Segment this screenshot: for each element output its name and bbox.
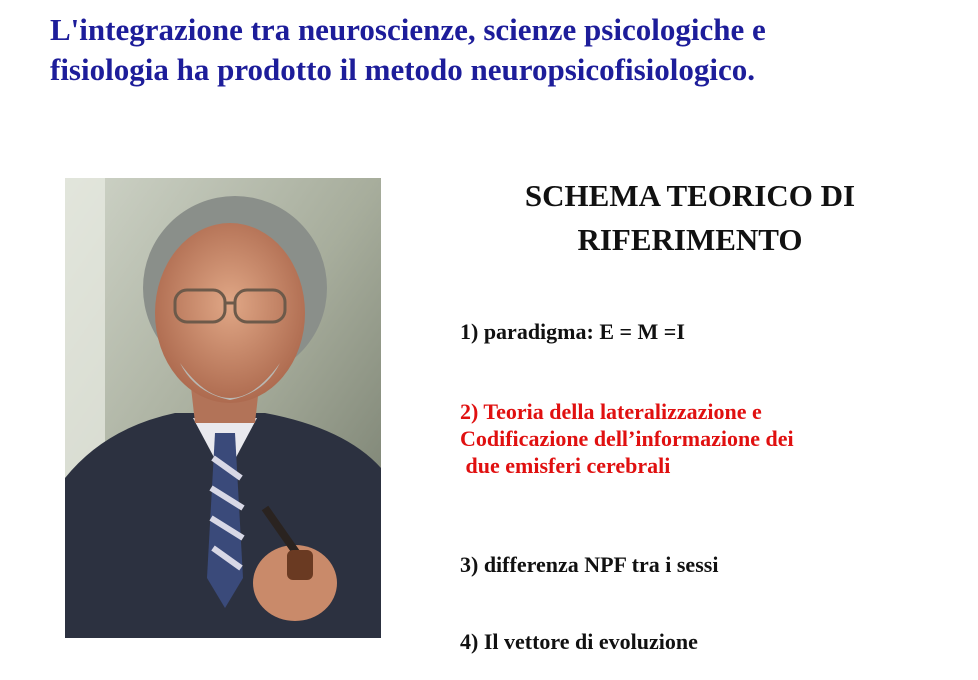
schema-heading	[440, 174, 940, 262]
slide-title-line-2: fisiologia ha prodotto il metodo neuropsicofisiologico.	[50, 52, 755, 87]
list-item-line: 2) Teoria della lateralizzazione e	[460, 399, 762, 424]
list-item-vettore	[460, 628, 698, 655]
list-item-lateralizzazione	[460, 398, 794, 479]
slide-title-line-1: L'integrazione tra neuroscienze, scienze psicologiche e	[50, 12, 766, 47]
list-item-differenza-npf	[460, 551, 718, 578]
list-item-line: Codificazione dell’informazione dei	[460, 426, 794, 451]
list-item-paradigma	[460, 318, 685, 345]
slide-title	[50, 10, 950, 90]
list-item-line: 3) differenza NPF tra i sessi	[460, 552, 719, 577]
portrait-photo	[65, 178, 381, 638]
list-item-line: 1) paradigma: E = M =I	[460, 319, 685, 344]
list-item-line: due emisferi cerebrali	[460, 453, 671, 478]
schema-heading-line-1: SCHEMA TEORICO DI	[524, 178, 856, 213]
list-item-line: 4) Il vettore di evoluzione	[460, 629, 698, 654]
schema-heading-line-2: RIFERIMENTO	[577, 222, 803, 257]
